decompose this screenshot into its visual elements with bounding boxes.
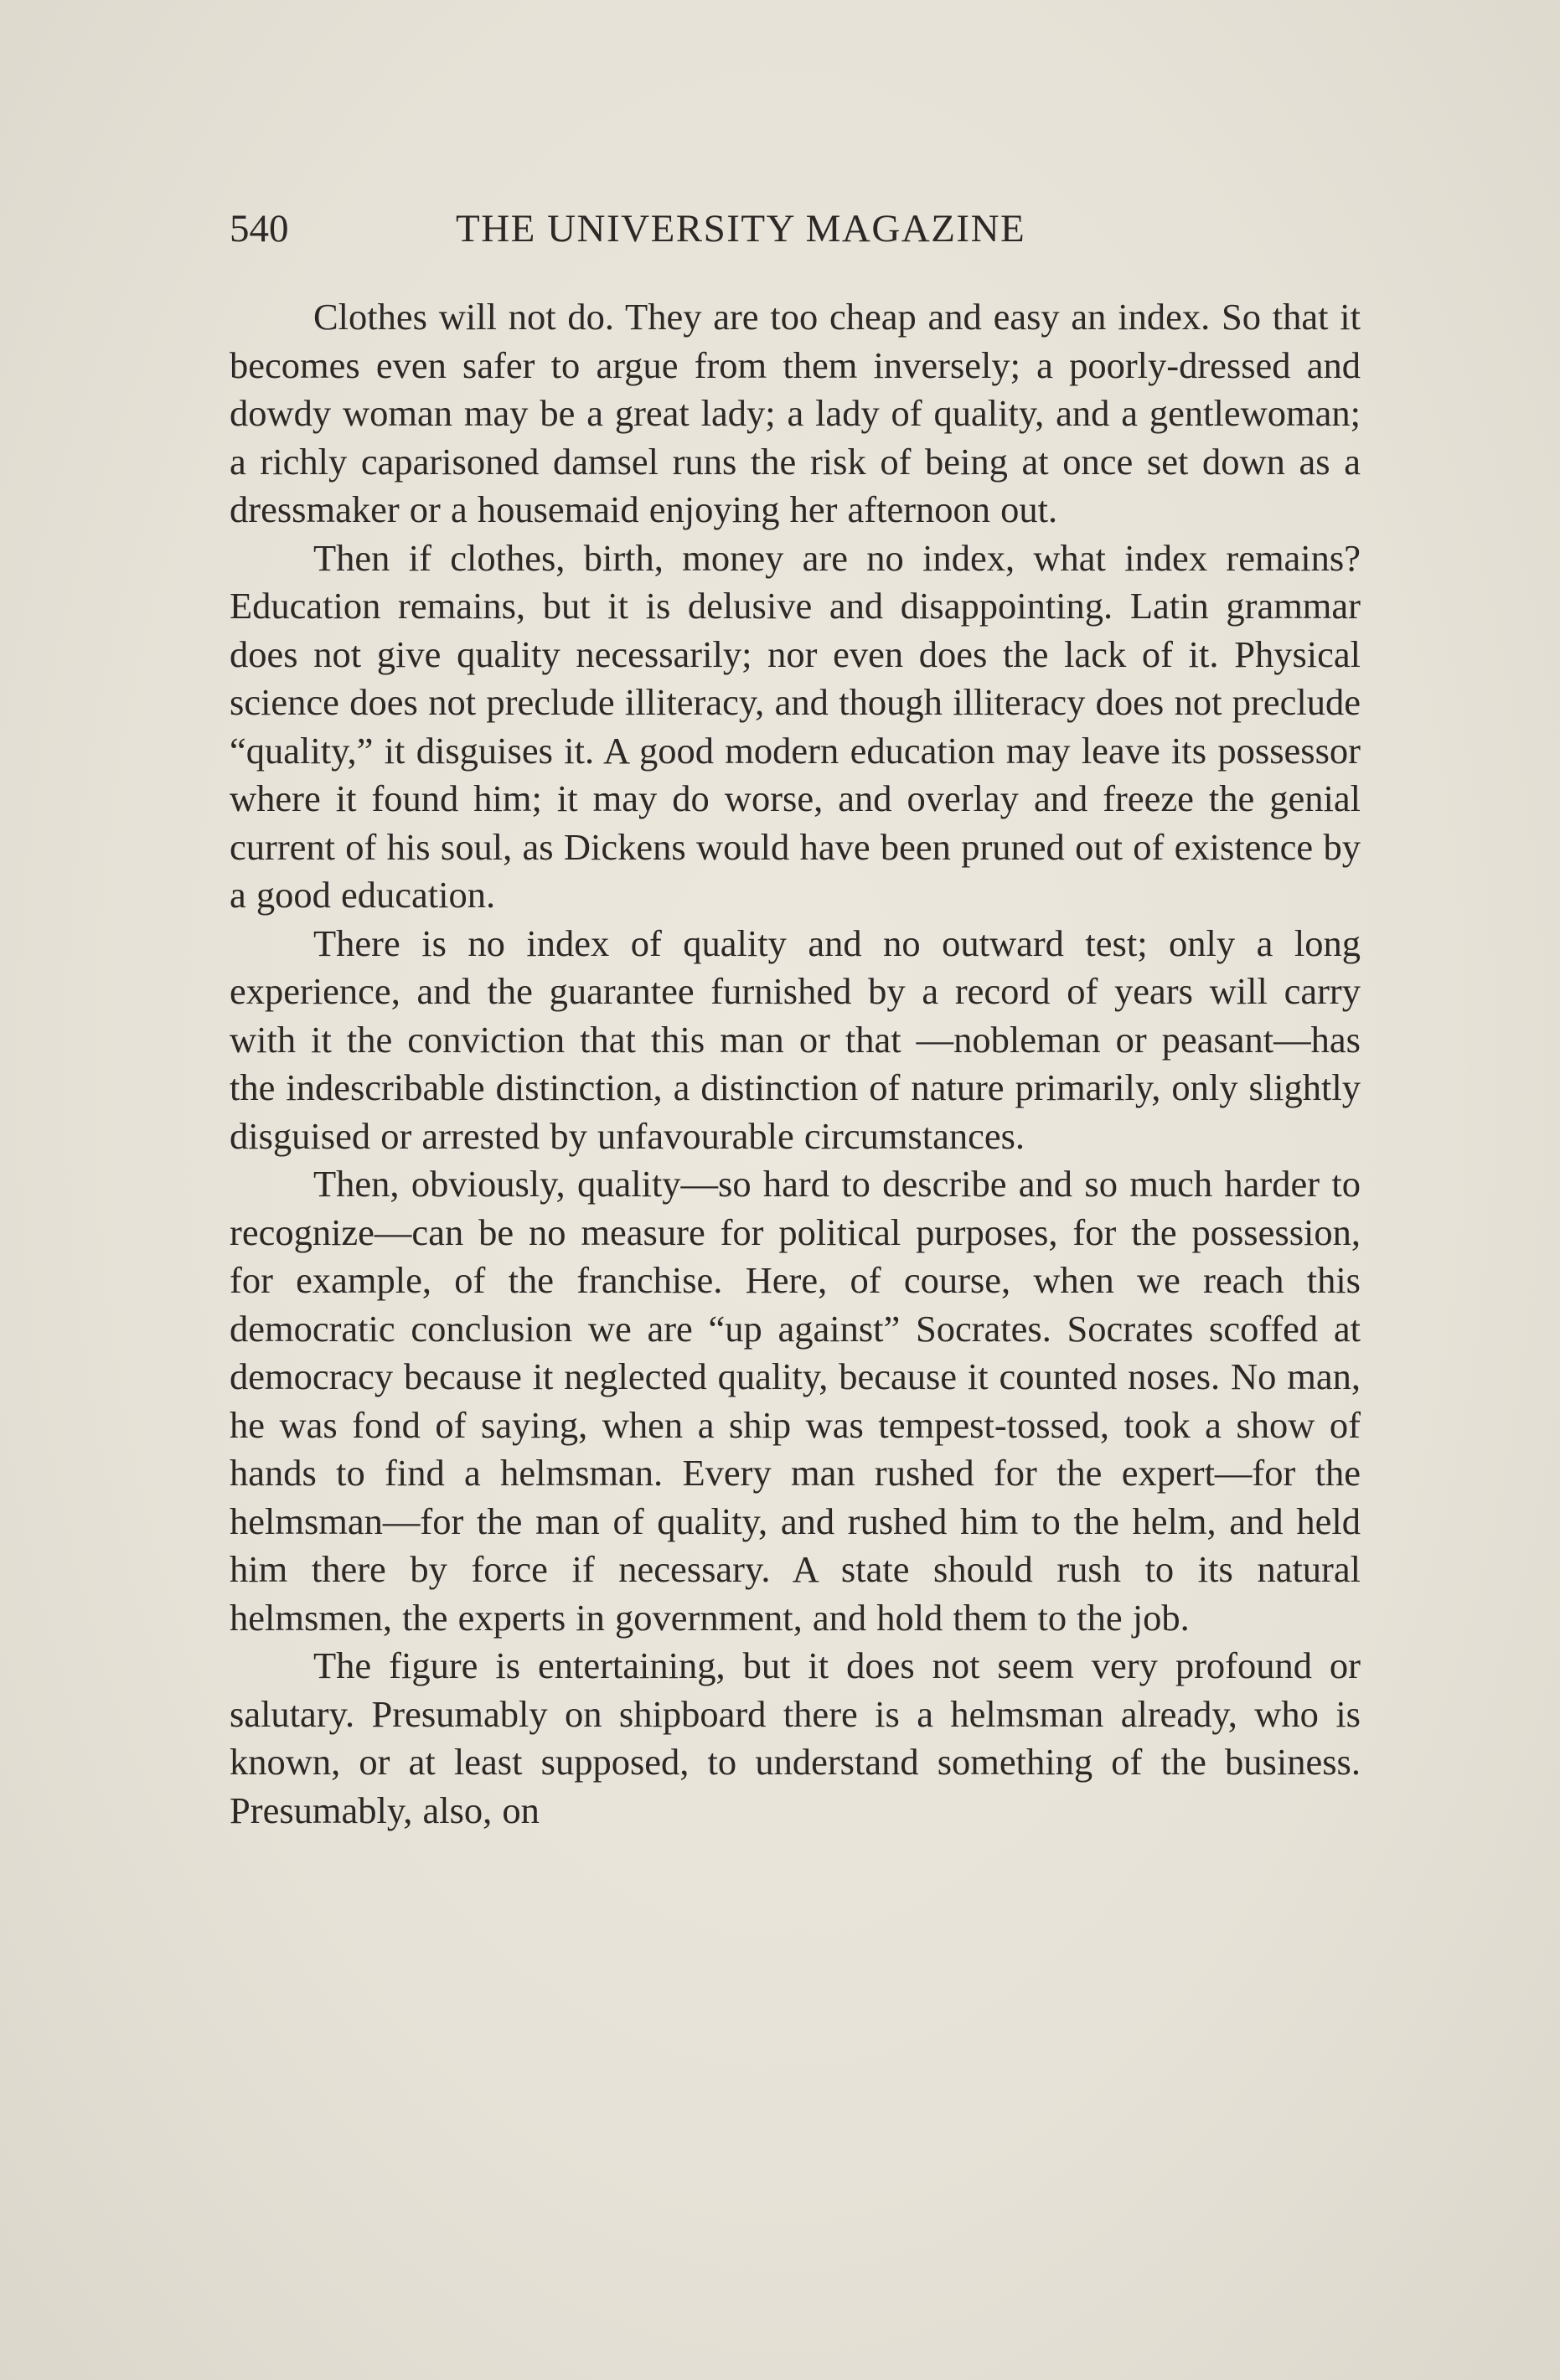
page-number: 540 <box>230 207 289 250</box>
paragraph-education: Then if clothes, birth, money are no index, what index remains? Education remains, but it is delusive and disappointing. Latin grammar does not give quality necessarily; nor even does the lack of it. Physical science does not preclude illiteracy, and though illiteracy does not preclude “quality,” it disguises it. A good modern education may leave its possessor where it found him; it may do worse, and overlay and freeze the genial current of his soul, as Dickens would have been pruned out of existence by a good education. <box>230 536 1361 916</box>
paragraph-socrates: Then, obviously, quality—so hard to describe and so much harder to recognize—can be no measure for political purposes, for the possession, for example, of the franchise. Here, of course, when we reach this democratic conclusion we are “up against” Socrates. Socrates scoffed at democracy because it neglected quality, because it counted noses. No man, he was fond of saying, when a ship was tempest-tossed, took a show of hands to find a helmsman. Every man rushed for the expert—for the helmsman—for the man of quality, and rushed him to the helm, and held him there by force if necessary. A state should rush to its natural helmsmen, the experts in government, and hold them to the job. <box>230 1163 1361 1639</box>
running-title: THE UNIVERSITY MAGAZINE <box>456 207 1026 250</box>
page-header <box>230 199 1134 258</box>
body-text <box>230 293 1361 1835</box>
paragraph-figure: The figure is entertaining, but it does not seem very profound or salutary. Presumably on shipboard there is a helmsman already, who is known, or at least supposed, to understand something of the business. Presumably, also, on <box>230 1644 1361 1831</box>
paragraph-clothes: Clothes will not do. They are too cheap and easy an index. So that it becomes even safer to argue from them inversely; a poorly-dressed and dowdy woman may be a great lady; a lady of quality, and a gentlewoman; a richly caparisoned damsel runs the risk of being at once set down as a dressmaker or a housemaid enjoying her afternoon out. <box>230 296 1361 530</box>
paragraph-quality-index: There is no index of quality and no outward test; only a long experience, and the guarantee furnished by a record of years will carry with it the conviction that this man or that —nobleman or peasant—has the indescribable distinction, a distinction of nature primarily, only slightly disguised or arrested by unfavourable circumstances. <box>230 922 1361 1157</box>
